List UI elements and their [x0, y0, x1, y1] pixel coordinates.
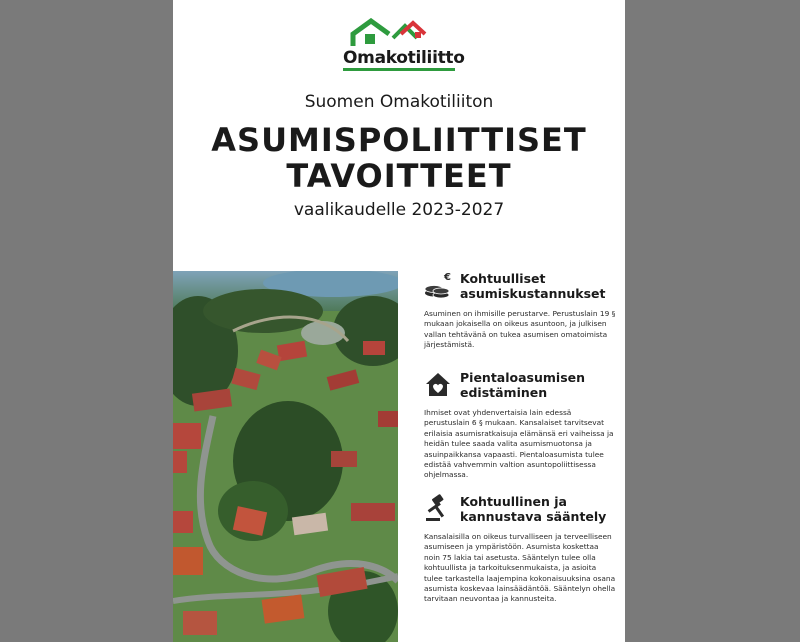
svg-text:€: € — [444, 272, 451, 283]
brochure-page — [173, 0, 625, 642]
document-title-line2: TAVOITTEET — [286, 157, 512, 195]
section-body: Asuminen on ihmisille perustarve. Perustuslain 19 § mukaan jokaisella on oikeus asuntoon, ja julkisen vallan tehtävänä on tukea asumisen omatoimista järjestämistä. — [424, 309, 616, 350]
section-body: Ihmiset ovat yhdenvertaisia lain edessä perustuslain 6 § mukaan. Kansalaiset tarvitsevat erilaisia asumisratkaisuja elämänsä eri vaiheissa ja heidän tulee saada valita asumismuotonsa ja asuinpaikkansa vapaasti. Pientaloasumista tulee edistää vahvemmin valtion asuntopoliittisessa ohjelmassa. — [424, 408, 614, 480]
gavel-icon — [424, 494, 452, 522]
document-period: vaalikaudelle 2023-2027 — [293, 200, 505, 220]
section-title: Kohtuulliset asumiskustannukset — [460, 271, 606, 301]
coins-euro-icon — [424, 271, 452, 299]
omakotiliitto-logo — [343, 18, 465, 70]
section-title: Pientaloasumisen edistäminen — [460, 370, 586, 400]
houses-logo-icon — [343, 18, 455, 48]
document-subtitle: Suomen Omakotiliiton — [304, 92, 494, 112]
logo-underline — [343, 68, 455, 71]
section-title: Kohtuullinen ja kannustava sääntely — [460, 494, 607, 524]
aerial-neighborhood-photo — [173, 271, 398, 642]
logo-text: Omakotiliitto — [343, 48, 465, 68]
document-title-line1: ASUMISPOLIITTISET — [211, 121, 587, 159]
section-body: Kansalaisilla on oikeus turvalliseen ja terveelliseen asumiseen ja ympäristöön. Asumista koskettaa noin 75 lakia tai asetusta. Sääntelyn tulee olla kohtuullista ja tarkoituksenmukaista, ja asioita tulee tarkastella laajempina kokonaisuuksina osana asumista koskevaa lainsäädäntöä. Sääntelyn ohella tarvitaan neuvontaa ja kannusteita. — [424, 532, 616, 604]
house-heart-icon — [424, 370, 452, 398]
